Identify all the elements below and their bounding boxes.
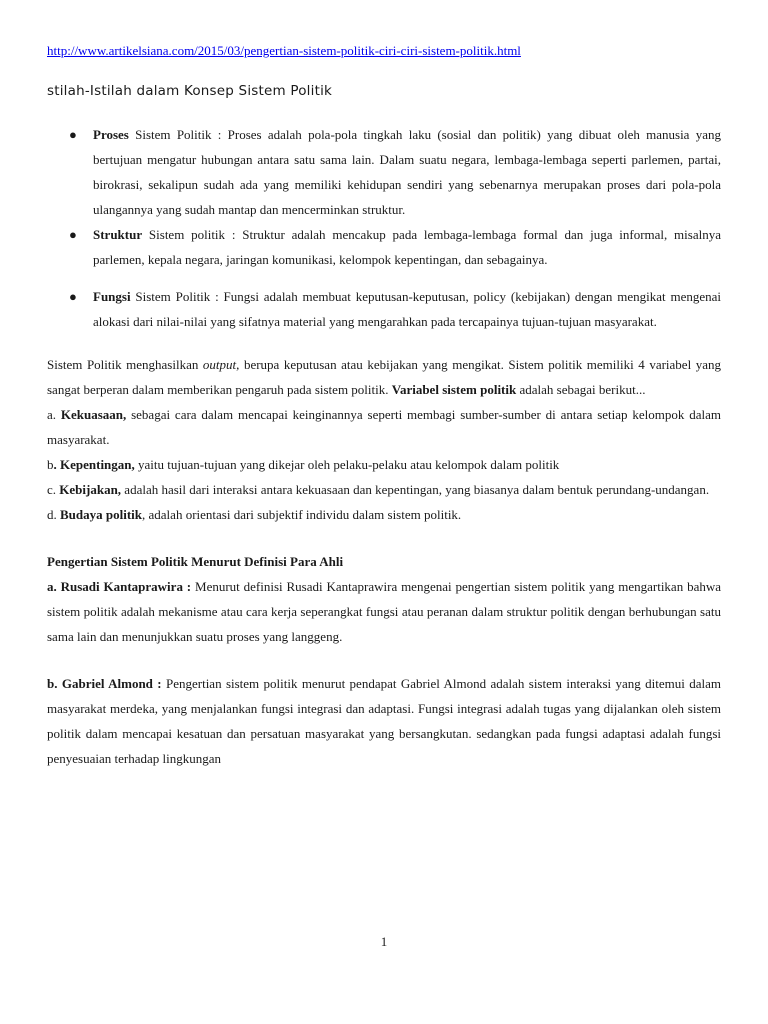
paragraph-text: adalah sebagai berikut... bbox=[516, 382, 646, 397]
expert-text: Menurut definisi Rusadi Kantaprawira mengenai pengertian sistem politik yang mengartikan bahwa sistem politik adalah mekanisme atau cara kerja seperangkat fungsi atau peranan dalam struktur politik dengan berhubungan satu sama lain dan menunjukkan suatu proses yang langgeng. bbox=[47, 579, 721, 644]
variable-term: Kekuasaan, bbox=[60, 407, 127, 422]
list-item-term: Struktur bbox=[93, 227, 143, 242]
experts-heading-text: Pengertian Sistem Politik Menurut Definisi Para Ahli bbox=[47, 554, 344, 569]
list-item-text: Sistem Politik : Fungsi adalah membuat keputusan-keputusan, policy (kebijakan) dengan mengikat mengenai alokasi dari nilai-nilai yang sifatnya material yang mengarahkan pada tercapainya tujuan-tujuan masyarakat. bbox=[93, 289, 721, 329]
paragraph-bold: Variabel sistem politik bbox=[391, 382, 517, 397]
list-item-text: Sistem politik : Struktur adalah mencakup pada lembaga-lembaga formal dan juga informal, misalnya parlemen, kepala negara, jaringan komunikasi, kelompok kepentingan, dan sebagainya. bbox=[93, 227, 721, 267]
experts-heading bbox=[47, 549, 721, 574]
bullet-icon: ● bbox=[69, 289, 77, 304]
list-item-text: Sistem Politik : Proses adalah pola-pola tingkah laku (sosial dan politik) yang dibuat oleh manusia yang bertujuan mengatur hubungan antara satu sama lain. Dalam suatu negara, lembaga-lembaga seperti parlemen, partai, birokrasi, sekalipun sudah ada yang memiliki kehidupan sendiri yang sebenarnya merupakan proses dari pola-pola ulangannya yang sudah mantap dan mencerminkan struktur. bbox=[93, 127, 721, 217]
variable-item bbox=[47, 502, 721, 527]
bullet-icon: ● bbox=[69, 127, 77, 142]
document-page bbox=[47, 42, 721, 771]
expert-definition bbox=[47, 574, 721, 649]
list-item bbox=[47, 122, 721, 222]
variable-term: Budaya politik bbox=[60, 507, 143, 522]
expert-name: a. Rusadi Kantaprawira : bbox=[47, 579, 192, 594]
concept-list bbox=[47, 122, 721, 334]
intro-paragraph bbox=[47, 352, 721, 402]
variable-term: . Kepentingan, bbox=[53, 457, 135, 472]
bullet-icon: ● bbox=[69, 227, 77, 242]
variable-item bbox=[47, 402, 721, 452]
variable-prefix: d. bbox=[47, 507, 60, 522]
list-item-term: Proses bbox=[93, 127, 129, 142]
variable-prefix: c. bbox=[47, 482, 60, 497]
paragraph-text: berupa keputusan atau kebijakan yang mengikat. Sistem politik memiliki 4 variabel yang sangat berperan dalam memberikan pengaruh pada sistem politik. bbox=[47, 357, 722, 397]
variable-prefix: b bbox=[47, 457, 54, 472]
variable-text: , adalah orientasi dari subjektif individu dalam sistem politik. bbox=[142, 507, 462, 522]
page-number: 1 bbox=[380, 934, 388, 949]
paragraph-italic: output, bbox=[202, 357, 240, 372]
variable-text: adalah hasil dari interaksi antara kekuasaan dan kepentingan, yang biasanya dalam bentuk perundang-undangan. bbox=[121, 482, 710, 497]
variable-term: Kebijakan, bbox=[59, 482, 122, 497]
variable-text: yaitu tujuan-tujuan yang dikejar oleh pelaku-pelaku atau kelompok dalam politik bbox=[134, 457, 560, 472]
variable-item bbox=[47, 452, 721, 477]
variable-item bbox=[47, 477, 721, 502]
variable-prefix: a. bbox=[47, 407, 61, 422]
paragraph-text: Sistem Politik menghasilkan bbox=[47, 357, 203, 372]
list-item bbox=[47, 222, 721, 272]
source-url-link[interactable]: http://www.artikelsiana.com/2015/03/pengertian-sistem-politik-ciri-ciri-sistem-politik.html bbox=[47, 43, 521, 58]
list-item-term: Fungsi bbox=[93, 289, 131, 304]
expert-definition bbox=[47, 671, 721, 771]
section-heading: stilah-Istilah dalam Konsep Sistem Politik bbox=[47, 83, 333, 99]
list-item bbox=[47, 284, 721, 334]
expert-name: b. Gabriel Almond : bbox=[47, 676, 162, 691]
expert-text: Pengertian sistem politik menurut pendapat Gabriel Almond adalah sistem interaksi yang ditemui dalam masyarakat merdeka, yang menjalankan fungsi integrasi dan adaptasi. Fungsi integrasi adalah tugas yang dijalankan oleh sistem politik dalam mencapai kesatuan dan persatuan masyarakat yang bersangkutan. sedangkan pada fungsi adaptasi adalah fungsi penyesuaian terhadap lingkungan bbox=[47, 676, 721, 766]
variable-text: sebagai cara dalam mencapai keinginannya seperti membagi sumber-sumber di antara setiap kelompok dalam masyarakat. bbox=[47, 407, 721, 447]
